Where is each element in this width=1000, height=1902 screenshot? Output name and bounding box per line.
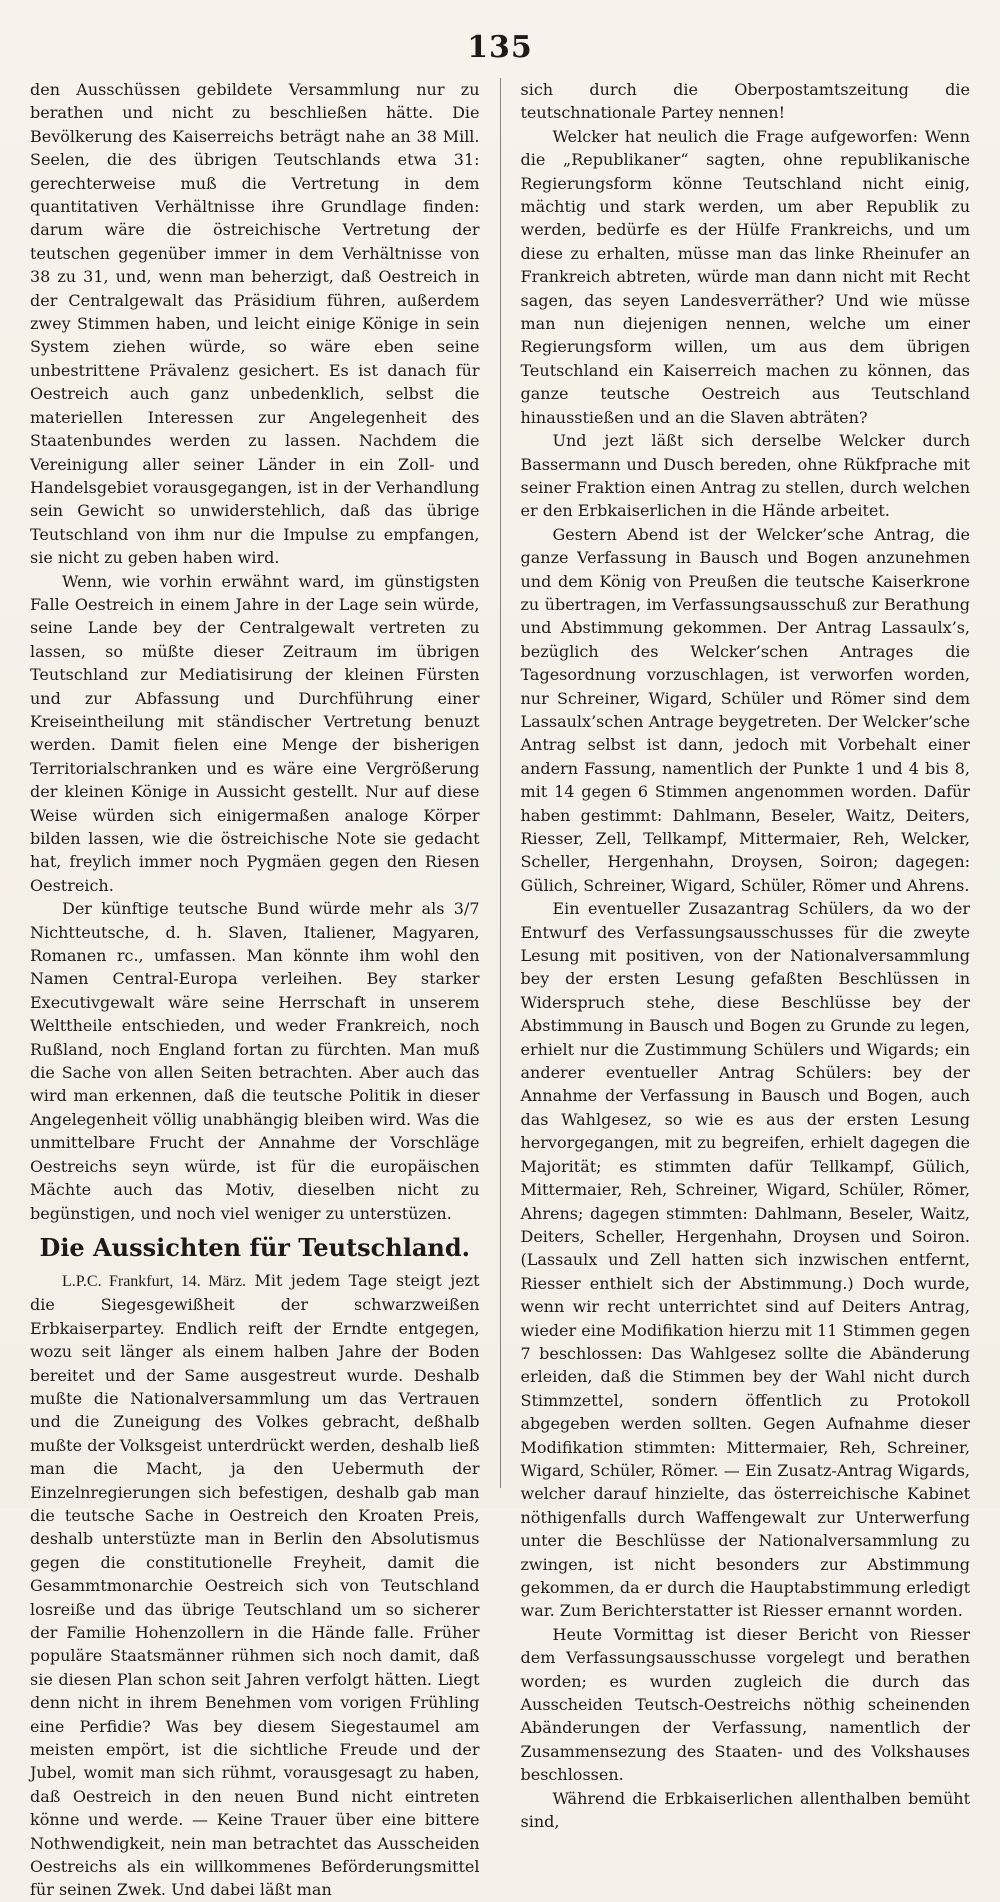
left-column (30, 78, 480, 1900)
page-number: 135 (467, 30, 533, 65)
text-columns (30, 78, 971, 1900)
right-column (520, 78, 971, 1832)
article-body: Mit jedem Tage steigt jezt die Siegesgewißheit der schwarzweißen Erbkaiserpartey. Endlich reift der Erndte entgegen, wozu seit länger als einem halben Jahre der Boden bereitet und der Same ausgestreut wurde. Deshalb mußte die Nationalversammlung um das Vertrauen und die Zuneigung des Volkes gebracht, deßhalb mußte der Volksgeist unterdrückt werden, deshalb ließ man die Macht, ja den Uebermuth der Einzelnregierungen sich befestigen, deshalb gab man die teutsche Sache in Oestreich den Kroaten Preis, deshalb unterstüzte man in Berlin den Absolutismus gegen die constitutionelle Freyheit, damit die Gesammtmonarchie Oestreich sich von Teutschland losreiße und das übrige Teutschland um so sicherer der Familie Hohenzollern in die Hände falle. Früher populäre Staatsmänner rühmen sich noch damit, daß sie diesen Plan schon seit Jahren verfolgt hätten. Liegt denn nicht in ihrem Benehmen vom vorigen Frühling eine Perfidie? Was bey diesem Siegestaumel am meisten empört, ist die sichtliche Freude und der Jubel, womit man sich rühmt, vorausgesagt zu haben, daß Oestreich in den neuen Bund nicht eintreten könne und werde. — Keine Trauer über eine bittere Nothwendigkeit, nein man betrachtet das Ausscheiden Oestreichs als ein willkommenes Beförderungsmittel für seinen Zwek. Und dabei läßt man (30, 1270, 480, 1900)
left-paragraph-2: Wenn, wie vorhin erwähnt ward, im günstigsten Falle Oestreich in einem Jahre in der Lage sein würde, seine Lande bey der Centralgewalt vertreten zu lassen, so müßte dieser Zeitraum im übrigen Teutschland zur Mediatisirung der kleinen Fürsten und zur Abfassung und Durchführung einer Kreiseintheilung mit ständischer Vertretung benuzt werden. Damit fielen eine Menge der bisherigen Territorialschranken und es wäre eine Vergrößerung der kleinen Könige in Aussicht gestellt. Nur auf diese Weise würden sich einigermaßen analoge Körper bilden lassen, wie die östreichische Note sie gedacht hat, freylich immer noch Pygmäen gegen den Riesen Oestreich. (30, 571, 480, 895)
right-paragraph-7: Während die Erbkaiserlichen allenthalben bemüht sind, (520, 1788, 971, 1832)
right-paragraph-6: Heute Vormittag ist dieser Bericht von Riesser dem Verfassungsausschusse vorgelegt und berathen worden; es wurden zugleich die durch das Ausscheiden Teutsch-Oestreichs nöthig scheinenden Abänderungen der Verfassung, namentlich der Zusammensezung des Staaten- und des Volkshauses beschlossen. (520, 1624, 971, 1785)
article-paragraph (30, 1269, 480, 1902)
left-paragraph-3: Der künftige teutsche Bund würde mehr als 3/7 Nichtteutsche, d. h. Slaven, Italiener, Magyaren, Romanen rc., umfassen. Man könnte ihm wohl den Namen Central-Europa verleihen. Bey starker Executivgewalt wäre seine Herrschaft in unserem Welttheile entschieden, und weder Frankreich, noch Rußland, noch England fortan zu fürchten. Man muß die Sache von allen Seiten betrachten. Aber auch das wird man erkennen, daß die teutsche Politik in dieser Angelegenheit völlig unabhängig bleiben wird. Was die unmittelbare Frucht der Annahme der Vorschläge Oestreichs seyn würde, ist für die europäischen Mächte auch das Motiv, dieselben nicht zu begünstigen, und noch viel weniger zu unterstüzen. (30, 899, 480, 1223)
right-paragraph-2: Welcker hat neulich die Frage aufgeworfen: Wenn die „Republikaner“ sagten, ohne republikanische Regierungsform könne Teutschland nicht einig, mächtig und stark werden, um aber Republik zu werden, bedürfe es der Hülfe Frankreichs, und um diese zu erhalten, müsse man das linke Rheinufer an Frankreich abtreten, würde man dann nicht mit Recht sagen, das seyen Landesverräther? Und wie müsse man nun diejenigen nennen, welche um einer Regierungsform willen, um aus dem übrigen Teutschland ein Kaiserreich machen zu können, das ganze teutsche Oestreich aus Teutschland hinausstießen und an die Slaven abträten? (520, 126, 971, 427)
article-dateline: L.P.C. Frankfurt, 14. März. (62, 1272, 246, 1290)
right-paragraph-5: Ein eventueller Zusazantrag Schülers, da wo der Entwurf des Verfassungsausschusses für die zweyte Lesung mit positiven, von der Nationalversammlung bey der ersten Lesung gefaßten Beschlüssen in Widerspruch stehe, diese Beschlüsse bey der Abstimmung in Bausch und Bogen zu Grunde zu legen, erhielt nur die Zustimmung Schülers und Wigards; ein anderer eventueller Antrag Schülers: bey der Annahme der Verfassung in Bausch und Bogen, auch das Wahlgesez, so wie es aus der ersten Lesung hervorgegangen, mit zu begreifen, erhielt dagegen die Majorität; es stimmten dafür Tellkampf, Gülich, Mittermaier, Reh, Schreiner, Wigard, Schüler, Römer, Ahrens; dagegen stimmten: Dahlmann, Beseler, Waitz, Deiters, Scheller, Hergenhahn, Droysen und Soiron. (Lassaulx und Zell hatten sich inzwischen entfernt, Riesser enthielt sich der Abstimmung.) Doch wurde, wenn wir recht unterrichtet sind auf Deiters Antrag, wieder eine Modifikation hierzu mit 11 Stimmen gegen 7 beschlossen: Das Wahlgesez sollte die Abänderung erleiden, daß die Stimmen bey der Wahl nicht durch Stimmzettel, sondern öffentlich zu Protokoll abgegeben werden sollten. Gegen Aufnahme dieser Modifikation stimmten: Mittermaier, Reh, Schreiner, Wigard, Schüler, Römer. — Ein Zusatz-Antrag Wigards, welcher darauf hinzielte, das österreichische Kabinet nöthigenfalls durch Waffengewalt zur Unterwerfung unter die Beschlüsse der Nationalversammlung zu zwingen, ist nicht besonders zur Abstimmung gekommen, da er durch die Hauptabstimmung erledigt war. Zum Berichterstatter ist Riesser ernannt worden. (520, 899, 971, 1621)
right-paragraph-3: Und jezt läßt sich derselbe Welcker durch Bassermann und Dusch bereden, ohne Rükfprache mit seiner Fraktion einen Antrag zu stellen, durch welchen er den Erbkaiserlichen in die Hände arbeitet. (520, 431, 971, 521)
right-paragraph-4: Gestern Abend ist der Welcker’sche Antrag, die ganze Verfassung in Bausch und Bogen anzunehmen und dem König von Preußen die teutsche Kaiserkrone zu übertragen, im Verfassungsausschuß zur Berathung und Abstimmung gekommen. Der Antrag Lassaulx’s, bezüglich des Welcker’schen Antrages die Tagesordnung vorzuschlagen, ist verworfen worden, nur Schreiner, Wigard, Schüler und Römer sind dem Lassaulx’schen Antrage beygetreten. Der Welcker’sche Antrag selbst ist dann, jedoch mit Vorbehalt einer andern Fassung, namentlich der Punkte 1 und 4 bis 8, mit 14 gegen 6 Stimmen angenommen worden. Dafür haben gestimmt: Dahlmann, Beseler, Waitz, Deiters, Riesser, Zell, Tellkampf, Mittermaier, Reh, Welcker, Scheller, Hergenhahn, Droysen, Soiron; dagegen: Gülich, Schreiner, Wigard, Schüler, Römer und Ahrens. (520, 524, 971, 895)
left-paragraph-1: den Ausschüssen gebildete Versammlung nur zu berathen und nicht zu beschließen hätte. Die Bevölkerung des Kaiserreichs beträgt nahe an 38 Mill. Seelen, die des übrigen Teutschlands etwa 31: gerechterweise muß die Vertretung in dem quantitativen Verhältnisse ihre Grundlage finden: darum wäre die östreichische Vertretung der teutschen gegenüber immer in dem Verhältnisse von 38 zu 31, und, wenn man beherzigt, daß Oestreich in der Centralgewalt das Präsidium führen, außerdem zwey Stimmen haben, und leicht einige Könige in sein System ziehen würde, so wäre eben seine unbestrittene Prävalenz gesichert. Es ist danach für Oestreich auch ganz unbedenklich, selbst die materiellen Interessen zur Angelegenheit des Staatenbundes werden zu lassen. Nachdem die Vereinigung aller seiner Länder in ein Zoll- und Handelsgebiet vorausgegangen, ist in der Verhandlung sein Gewicht so unwiderstehlich, daß das übrige Teutschland von ihm nur die Impulse zu empfangen, sie nicht zu geben haben wird. (30, 80, 480, 568)
column-divider (500, 78, 501, 1488)
article-heading: Die Aussichten für Teutschland. (39, 1232, 470, 1262)
right-paragraph-1: sich durch die Oberpostamtszeitung die teutschnationale Partey nennen! (520, 80, 971, 123)
